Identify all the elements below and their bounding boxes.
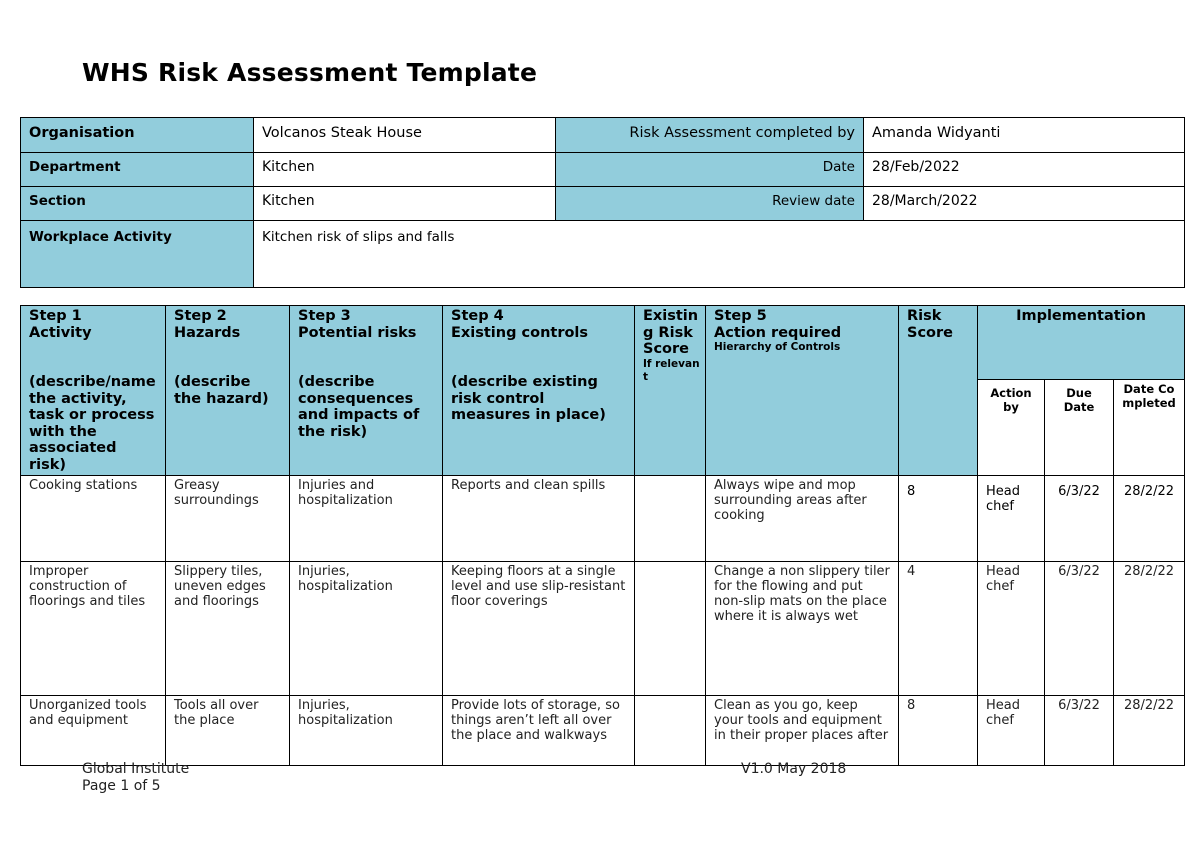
section-label: Section	[21, 187, 254, 221]
footer-page: Page 1 of 5	[82, 778, 161, 794]
row2-due: 6/3/22	[1045, 562, 1114, 696]
step5-title: Step 5	[714, 308, 767, 324]
step1-desc: (describe/name the activity, task or process with the associated risk)	[29, 374, 156, 473]
step1-title: Step 1	[29, 308, 82, 324]
review-date-label: Review date	[556, 187, 864, 221]
row1-score: 8	[899, 476, 978, 562]
step3-title: Step 3	[298, 308, 351, 324]
table-row	[21, 562, 1185, 696]
step2-name: Hazards	[174, 324, 241, 341]
section-value: Kitchen	[254, 187, 556, 221]
info-table	[20, 117, 1185, 288]
date-completed-header: Date Completed	[1114, 379, 1185, 475]
risk-score-header	[899, 306, 978, 476]
date-value: 28/Feb/2022	[864, 153, 1185, 187]
implementation-header: Implementation	[978, 306, 1185, 380]
action-by-header: Action by	[978, 379, 1045, 475]
table-row	[21, 476, 1185, 562]
workplace-activity-label: Workplace Activity	[21, 221, 254, 288]
date-label: Date	[556, 153, 864, 187]
row1-action-by: Head chef	[978, 476, 1045, 562]
row2-existing-score	[635, 562, 706, 696]
row1-hazard: Greasy surroundings	[166, 476, 290, 562]
step1-header	[21, 306, 166, 476]
row2-risk: Injuries, hospitalization	[290, 562, 443, 696]
department-label: Department	[21, 153, 254, 187]
row1-existing-score	[635, 476, 706, 562]
row1-due: 6/3/22	[1045, 476, 1114, 562]
step4-desc: (describe existing risk control measures in place)	[451, 374, 606, 423]
step1-name: Activity	[29, 324, 92, 341]
row2-action: Change a non slippery tiler for the flowing and put non-slip mats on the place where it is always wet	[706, 562, 899, 696]
risk-score-title: Risk Score	[907, 308, 953, 341]
row3-due: 6/3/22	[1045, 696, 1114, 766]
row2-hazard: Slippery tiles, uneven edges and floorings	[166, 562, 290, 696]
row3-completed: 28/2/22	[1114, 696, 1185, 766]
step3-header	[290, 306, 443, 476]
step2-header	[166, 306, 290, 476]
step5-name: Action required	[714, 324, 842, 341]
row2-controls: Keeping floors at a single level and use slip-resistant floor coverings	[443, 562, 635, 696]
step4-name: Existing controls	[451, 324, 589, 341]
step2-desc: (describe the hazard)	[174, 374, 269, 407]
step3-desc: (describe consequences and impacts of the risk)	[298, 374, 420, 440]
step4-title: Step 4	[451, 308, 504, 324]
row2-score: 4	[899, 562, 978, 696]
row1-risk: Injuries and hospitalization	[290, 476, 443, 562]
row1-action: Always wipe and mop surrounding areas after cooking	[706, 476, 899, 562]
due-date-header: Due Date	[1045, 379, 1114, 475]
review-date-value: 28/March/2022	[864, 187, 1185, 221]
row3-controls: Provide lots of storage, so things aren’t left all over the place and walkways	[443, 696, 635, 766]
row3-score: 8	[899, 696, 978, 766]
row3-activity: Unorganized tools and equipment	[21, 696, 166, 766]
completed-by-value: Amanda Widyanti	[864, 118, 1185, 153]
organisation-label: Organisation	[21, 118, 254, 153]
page-title: WHS Risk Assessment Template	[82, 58, 538, 87]
existing-score-note: If relevant	[643, 357, 700, 383]
row2-activity: Improper construction of floorings and tiles	[21, 562, 166, 696]
footer-left	[82, 761, 189, 795]
step3-name: Potential risks	[298, 324, 417, 341]
row3-action-by: Head chef	[978, 696, 1045, 766]
row1-completed: 28/2/22	[1114, 476, 1185, 562]
completed-by-label: Risk Assessment completed by	[556, 118, 864, 153]
row1-activity: Cooking stations	[21, 476, 166, 562]
row3-risk: Injuries, hospitalization	[290, 696, 443, 766]
row3-action: Clean as you go, keep your tools and equipment in their proper places after	[706, 696, 899, 766]
step5-note: Hierarchy of Controls	[714, 341, 841, 353]
existing-score-header	[635, 306, 706, 476]
row3-existing-score	[635, 696, 706, 766]
existing-score-title: Existing Risk Score	[643, 308, 699, 357]
step2-title: Step 2	[174, 308, 227, 324]
workplace-activity-value: Kitchen risk of slips and falls	[254, 221, 1185, 288]
organisation-value: Volcanos Steak House	[254, 118, 556, 153]
row2-completed: 28/2/22	[1114, 562, 1185, 696]
step5-header	[706, 306, 899, 476]
table-row	[21, 696, 1185, 766]
step4-header	[443, 306, 635, 476]
footer-version: V1.0 May 2018	[741, 761, 847, 777]
footer-institute: Global Institute	[82, 761, 190, 777]
row3-hazard: Tools all over the place	[166, 696, 290, 766]
row1-controls: Reports and clean spills	[443, 476, 635, 562]
risk-table	[20, 305, 1185, 766]
department-value: Kitchen	[254, 153, 556, 187]
row2-action-by: Head chef	[978, 562, 1045, 696]
